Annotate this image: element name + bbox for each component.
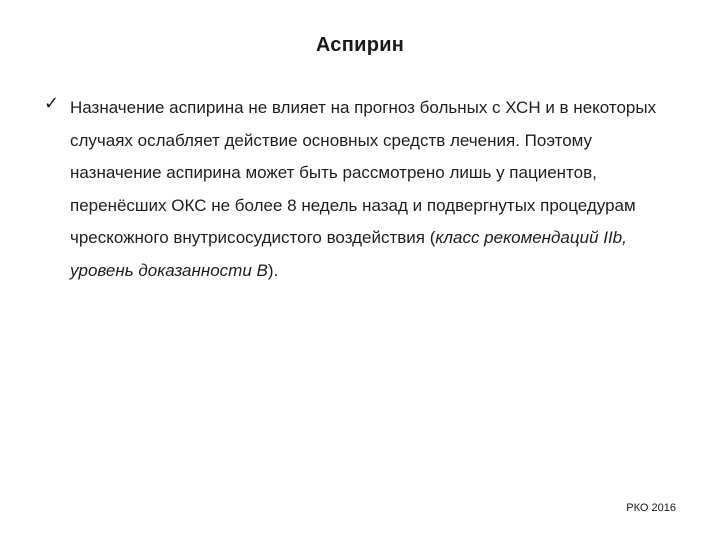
bullet-text-main: Назначение аспирина не влияет на прогноз больных с ХСН и в некоторых случаях ослабляет действие основных средств лечения. Поэтому назначение аспирина может быть рассмотрено лишь у пациентов, перенёсших ОКС не более 8 недель назад и подвергнутых процедурам чрескожного внутрисосудистого воздействия ( xyxy=(70,98,657,247)
footer-source: РКО 2016 xyxy=(626,502,676,514)
bullet-text xyxy=(70,92,684,287)
bullet-item xyxy=(44,92,684,287)
check-icon: ✓ xyxy=(44,93,60,113)
bullet-text-end: ). xyxy=(267,260,279,280)
bullet-text-italic: класс рекомендаций IIb, уровень доказанности B xyxy=(70,228,627,280)
slide-title: Аспирин xyxy=(315,34,405,56)
